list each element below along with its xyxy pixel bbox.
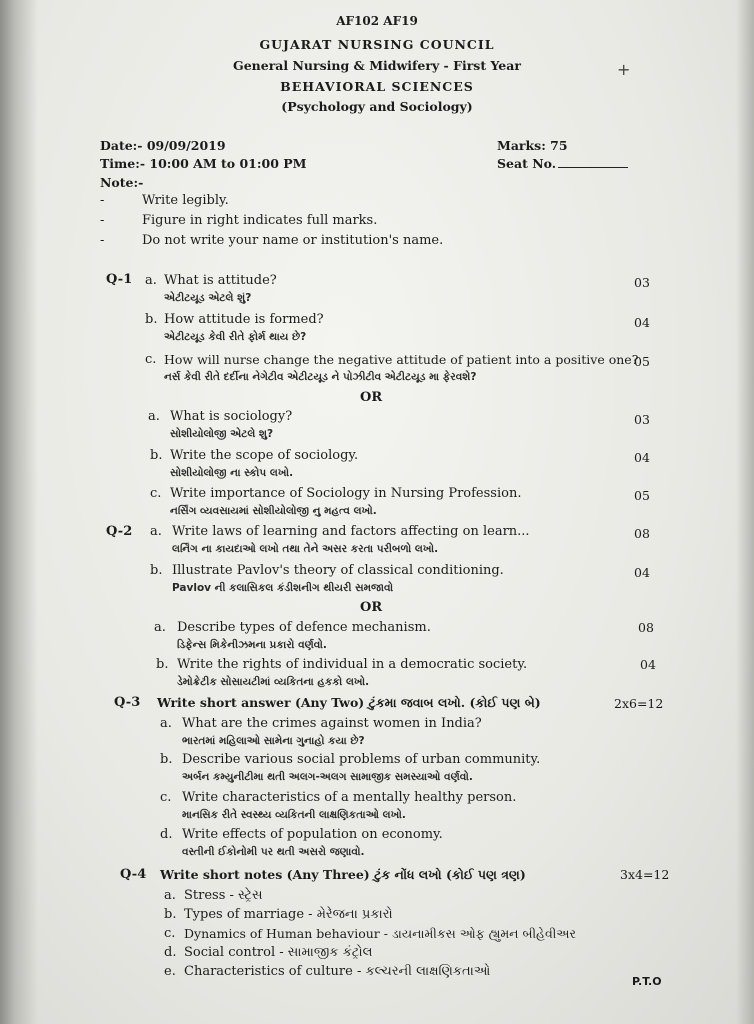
note-bullet: - xyxy=(100,193,105,208)
q1-c-text: How will nurse change the negative attitude of patient into a positive one? xyxy=(164,352,639,367)
note-item: Do not write your name or institution's name. xyxy=(142,233,444,248)
q4-d-text: Social control - સામાજીક કંટ્રોલ xyxy=(184,945,373,960)
q1-alt-c-text: Write importance of Sociology in Nursing Profession. xyxy=(170,486,522,501)
q4-a-label: a. xyxy=(164,888,176,903)
council-name: GUJARAT NURSING COUNCIL xyxy=(259,37,495,52)
q1-c-marks: 05 xyxy=(634,354,650,369)
q3-c-gujarati: માનસિક રીતે સ્વસ્થ્ય વ્યકિતની લાક્ષણિકતાઓ લખો. xyxy=(182,809,406,821)
q1-alt-b-label: b. xyxy=(150,448,163,463)
exam-time: Time:- 10:00 AM to 01:00 PM xyxy=(100,156,307,171)
q1-alt-b-gujarati: સોશીયોલોજી ના સ્કોપ લખો. xyxy=(170,467,294,479)
seat-number xyxy=(497,156,628,171)
q1-b-label: b. xyxy=(145,312,158,327)
q2-alt-b-marks: 04 xyxy=(640,657,656,672)
q2-alt-b-text: Write the rights of individual in a democratic society. xyxy=(177,657,528,672)
seat-blank-line xyxy=(558,157,628,168)
q4-d-label: d. xyxy=(164,945,177,960)
q4-title: Write short notes (Any Three) ટુંક નોંધ લખો (કોઈ પણ ત્રણ) xyxy=(160,867,526,882)
pto-marker: P.T.O xyxy=(632,975,662,988)
q2-a-text: Write laws of learning and factors affecting on learn... xyxy=(172,524,530,539)
q3-a-label: a. xyxy=(160,716,172,731)
note-bullet: - xyxy=(100,213,105,228)
note-item: Write legibly. xyxy=(142,193,229,208)
q3-d-gujarati: વસ્તીની ઈકોનોમી પર થતી અસરો જણાવો. xyxy=(182,846,365,858)
course-name: General Nursing & Midwifery - First Year xyxy=(233,58,521,73)
q1-alt-c-gujarati: નર્સિંગ વ્યવસાયમાં સોશીયોલોજી નુ મહત્વ લખો. xyxy=(170,505,377,517)
q2-alt-a-label: a. xyxy=(154,620,166,635)
subject-subtitle: (Psychology and Sociology) xyxy=(281,99,473,114)
note-label: Note:- xyxy=(100,175,144,190)
q3-b-text: Describe various social problems of urban community. xyxy=(182,752,541,767)
q2-alt-a-text: Describe types of defence mechanism. xyxy=(177,620,431,635)
q1-alt-a-marks: 03 xyxy=(634,412,650,427)
q2-alt-b-gujarati: ડેમોક્રેટીક સોસાયટીમાં વ્યકિતના હકકો લખો. xyxy=(177,676,370,688)
q3-c-label: c. xyxy=(160,790,172,805)
q1-b-text: How attitude is formed? xyxy=(164,312,324,327)
q2-a-marks: 08 xyxy=(634,526,650,541)
q3-a-gujarati: ભારતમાં મહિલાઓ સામેના ગુનાહો કયા છે? xyxy=(182,735,365,747)
q4-marks: 3x4=12 xyxy=(620,867,670,882)
q3-b-gujarati: અર્બન કમ્યુનીટીમા થતી અલગ-અલગ સામાજીક સમસ્યાઓ વર્ણવો. xyxy=(182,771,473,783)
q1-alt-b-text: Write the scope of sociology. xyxy=(170,448,359,463)
q4-e-text: Characteristics of culture - કલ્ચરની લાક્ષણિકતાઓ xyxy=(184,964,491,979)
scan-edge-left xyxy=(0,0,38,1024)
q3-c-text: Write characteristics of a mentally healthy person. xyxy=(182,790,517,805)
q3-number: Q-3 xyxy=(114,695,141,710)
q4-c-text: Dynamics of Human behaviour - ડાયનામીકસ ઓફ હ્યુમન બીહેવીઅર xyxy=(184,926,576,941)
q1-or-divider: OR xyxy=(360,390,383,405)
q2-alt-a-gujarati: ડિફેન્સ મિકેનીઝમના પ્રકારો વર્ણવો. xyxy=(177,639,327,651)
q1-alt-a-gujarati: સોશીયોલોજી એટલે શુ? xyxy=(170,428,274,440)
q3-d-text: Write effects of population on economy. xyxy=(182,827,443,842)
q4-b-text: Types of marriage - મેરેજના પ્રકારો xyxy=(184,907,393,922)
q1-c-gujarati: નર્સ કેવી રીતે દર્દીના નેગેટીવ એટીટયૂડ ને પોઝીટીવ એટીટયૂડ મા ફેરવશે? xyxy=(164,371,477,383)
q1-b-marks: 04 xyxy=(634,315,650,330)
q1-a-label: a. xyxy=(145,273,157,288)
q1-alt-c-marks: 05 xyxy=(634,488,650,503)
q1-a-gujarati: એટીટયૂડ એટલે શું? xyxy=(164,292,252,304)
q3-b-label: b. xyxy=(160,752,173,767)
q1-alt-a-text: What is sociology? xyxy=(170,409,293,424)
q1-c-label: c. xyxy=(145,352,157,367)
scan-edge-right xyxy=(736,0,754,1024)
q2-b-text: Illustrate Pavlov's theory of classical conditioning. xyxy=(172,563,504,578)
q1-number: Q-1 xyxy=(106,272,133,287)
q2-b-marks: 04 xyxy=(634,565,650,580)
q4-a-text: Stress - સ્ટ્રેસ xyxy=(184,888,263,903)
q2-a-label: a. xyxy=(150,524,162,539)
note-bullet: - xyxy=(100,233,105,248)
seat-label: Seat No. xyxy=(497,156,557,171)
q1-b-gujarati: એટીટયૂડ કેવી રીતે ફોર્મ થાય છે? xyxy=(164,331,307,343)
q4-number: Q-4 xyxy=(120,867,147,882)
q3-a-text: What are the crimes against women in India? xyxy=(182,716,482,731)
note-item: Figure in right indicates full marks. xyxy=(142,213,378,228)
q3-title: Write short answer (Any Two) ટુંકમા જવાબ લખો. (કોઈ પણ બે) xyxy=(157,695,541,710)
q2-b-label: b. xyxy=(150,563,163,578)
q2-alt-a-marks: 08 xyxy=(638,620,654,635)
paper-code: AF102 AF19 xyxy=(336,14,418,28)
q4-b-label: b. xyxy=(164,907,177,922)
q2-b-gujarati: Pavlov ની કલાસિકલ કંડીશનીગ થીયરી સમજાવો xyxy=(172,582,394,594)
q3-d-label: d. xyxy=(160,827,173,842)
q1-alt-c-label: c. xyxy=(150,486,162,501)
q2-or-divider: OR xyxy=(360,600,383,615)
plus-mark: + xyxy=(617,60,631,79)
q2-alt-b-label: b. xyxy=(156,657,169,672)
q1-alt-a-label: a. xyxy=(148,409,160,424)
q2-number: Q-2 xyxy=(106,524,133,539)
exam-date: Date:- 09/09/2019 xyxy=(100,138,226,153)
q3-marks: 2x6=12 xyxy=(614,696,664,711)
q4-e-label: e. xyxy=(164,964,176,979)
total-marks: Marks: 75 xyxy=(497,138,568,153)
q1-a-text: What is attitude? xyxy=(164,273,277,288)
q1-a-marks: 03 xyxy=(634,275,650,290)
q1-alt-b-marks: 04 xyxy=(634,450,650,465)
q2-a-gujarati: લર્નિંગ ના કાયદાઓ લખો તથા તેને અસર કરતા પરીબળો લખો. xyxy=(172,543,439,555)
subject-name: BEHAVIORAL SCIENCES xyxy=(280,79,474,94)
q4-c-label: c. xyxy=(164,926,176,941)
